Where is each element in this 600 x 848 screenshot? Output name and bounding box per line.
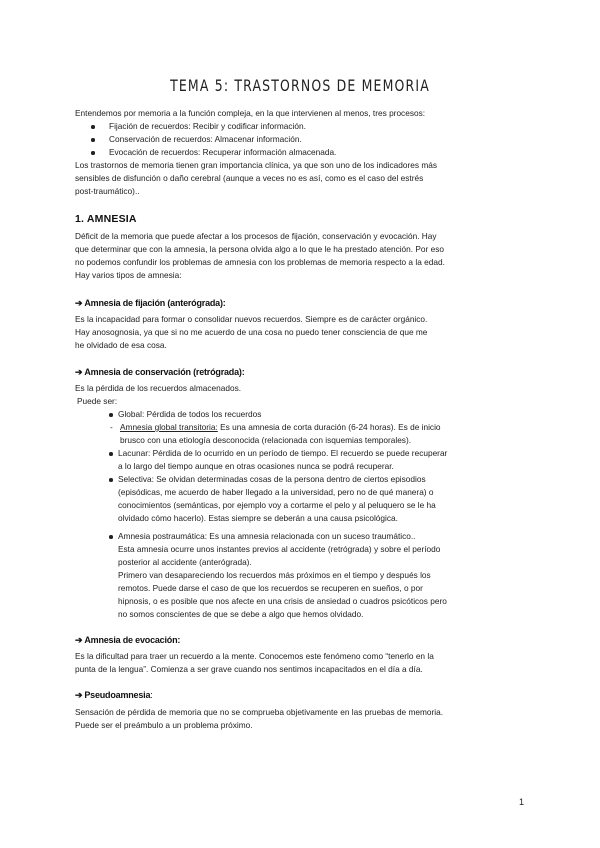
intro-after-line: post-traumático).. [75, 186, 140, 196]
fijacion-line: Es la incapacidad para formar o consolidar nuevos recuerdos. Siempre es de carácter orgánico. [75, 314, 428, 324]
arrow-right-icon: ➔ [75, 367, 83, 377]
bullet-dot [109, 452, 113, 456]
lacunar-line: a lo largo del tiempo aunque en otras ocasiones nunca se podrá recuperar. [118, 461, 394, 471]
heading-colon: : [150, 690, 153, 700]
intro-text: Entendemos por memoria a la función compleja, en la que intervienen al menos, tres procesos: [75, 108, 426, 118]
bullet-dot [91, 138, 95, 142]
transitoria-text: Es una amnesia de corta duración (6-24 horas). Es de inicio [217, 422, 441, 432]
subsection-title: Amnesia de conservación (retrógrada): [84, 367, 245, 377]
postraumatica-line: Primero van desapareciendo los recuerdos más próximos en el tiempo y después los [118, 570, 431, 580]
subsection-heading-conservacion [75, 367, 245, 378]
section-heading: 1. AMNESIA [75, 213, 137, 225]
conservacion-line: Puede ser: [77, 396, 118, 406]
fijacion-line: he olvidado de esa cosa. [75, 340, 167, 350]
postraumatica-line: hipnosis, o es posible que nos afecte en una crisis de ansiedad o cuadros psicóticos pero [118, 596, 447, 606]
bullet-dot [109, 535, 113, 539]
subsection-heading-evocacion [75, 635, 180, 646]
selectiva-line: olvidado cómo hacerlo). Estas siempre se deberán a una causa psicológica. [118, 513, 398, 523]
subsection-title: Pseudoamnesia [84, 690, 151, 700]
postraumatica-line: no somos conscientes de que se debe a algo que hemos olvidado. [118, 609, 364, 619]
lacunar-line: Lacunar: Pérdida de lo ocurrido en un período de tiempo. El recuerdo se puede recuperar [118, 448, 448, 458]
intro-after-line: Los trastornos de memoria tienen gran importancia clínica, ya que son uno de los indicadores más [75, 160, 438, 170]
section-line: Hay varios tipos de amnesia: [75, 270, 182, 280]
intro-item: Fijación de recuerdos: Recibir y codificar información. [109, 121, 306, 131]
page-number: 1 [519, 797, 525, 807]
evocacion-line: Es la dificultad para traer un recuerdo a la mente. Conocemos este fenómeno como “tenerlo en la [75, 651, 434, 661]
section-line: que determinar que con la amnesia, la persona olvida algo a lo que le ha prestado atención. Por eso [75, 244, 444, 254]
transitoria-label: Amnesia global transitoria: [120, 422, 218, 432]
section-line: no podemos confundir los problemas de amnesia con los problemas de memoria respecto a la edad. [75, 257, 445, 267]
evocacion-line: punta de la lengua”. Comienza a ser grave cuando nos sentimos incapacitados en el día a día. [75, 664, 423, 674]
selectiva-line: (episódicas, me acuerdo de haber llegado a la universidad, pero no de qué manera) o [118, 487, 434, 497]
postraumatica-line: posterior al accidente (anterógrada). [118, 557, 252, 567]
transitoria-line: brusco con una etiología desconocida (relacionada con isquemias temporales). [120, 435, 412, 445]
intro-item: Evocación de recuerdos: Recuperar información almacenada. [109, 147, 337, 157]
subsection-heading-fijacion [75, 298, 226, 309]
arrow-right-icon: ➔ [75, 298, 83, 308]
subsection-heading-pseudoamnesia [75, 690, 153, 701]
selectiva-line: Selectiva: Se olvidan determinadas cosas de la persona dentro de ciertos episodios [118, 474, 426, 484]
intro-after-line: sensibles de disfunción o daño cerebral (aunque a veces no es así, como es el caso del estrés [75, 173, 424, 183]
intro-item: Conservación de recuerdos: Almacenar información. [109, 134, 302, 144]
conservacion-line: Es la pérdida de los recuerdos almacenados. [75, 383, 242, 393]
postraumatica-line: Amnesia postraumática: Es una amnesia relacionada con un suceso traumático.. [118, 531, 416, 541]
fijacion-line: Hay anosognosia, ya que si no me acuerdo de una cosa no puedo tener consciencia de que me [75, 327, 428, 337]
section-line: Déficit de la memoria que puede afectar a los procesos de fijación, conservación y evocación. Hay [75, 231, 437, 241]
pseudo-line: Sensación de pérdida de memoria que no se comprueba objetivamente en las pruebas de memoria. [75, 707, 444, 717]
postraumatica-line: Esta amnesia ocurre unos instantes previos al accidente (retrógrada) y sobre el período [118, 544, 441, 554]
subsection-title: Amnesia de fijación (anterógrada): [84, 298, 226, 308]
arrow-right-icon: ➔ [75, 635, 83, 645]
global-item: Global: Pérdida de todos los recuerdos [118, 409, 262, 419]
page-title: TEMA 5: TRASTORNOS DE MEMORIA [170, 76, 430, 95]
subsection-title: Amnesia de evocación: [84, 635, 181, 645]
pseudo-line: Puede ser el preámbulo a un problema próximo. [75, 720, 253, 730]
selectiva-line: conocimientos (semánticas, por ejemplo voy a cortarme el pelo y al peluquero se le ha [118, 500, 436, 510]
arrow-right-icon: ➔ [75, 690, 83, 700]
transitoria-item [120, 421, 441, 435]
bullet-dot [109, 413, 113, 417]
bullet-dot [91, 125, 95, 129]
postraumatica-line: remotos. Puede darse el caso de que los recuerdos se recuperen en sueños, o por [118, 583, 423, 593]
bullet-dot [109, 478, 113, 482]
bullet-dot [91, 151, 95, 155]
dash-marker: - [110, 422, 113, 432]
